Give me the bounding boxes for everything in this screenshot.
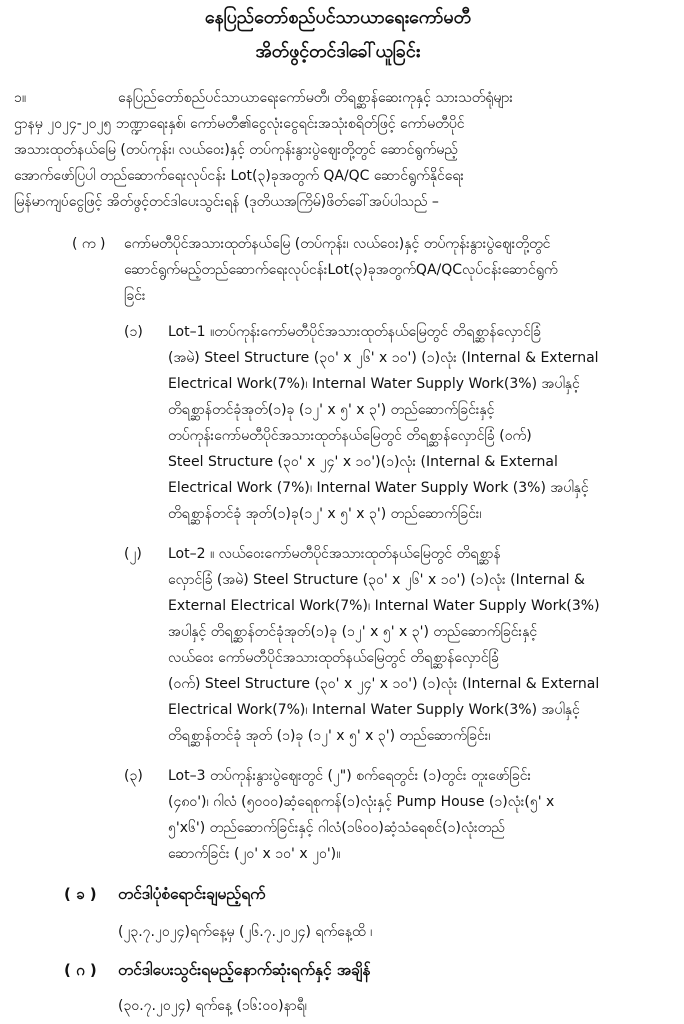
lot-1-line: တိရစ္ဆာန်တင်ခုံ အုတ်(၁)ခု(၁၂' x ၅' x ၃') တည်ဆောက်ခြင်း၊ — [168, 506, 482, 522]
lot-3-line: ဆောက်ခြင်း (၂၀' x ၁၀' x ၂၀')။ — [168, 846, 341, 862]
section-ga-heading: တင်ဒါပေးသွင်းရမည့်နောက်ဆုံးရက်နှင့် အချိန် — [118, 961, 371, 979]
lot-1-line: တိရစ္ဆာန်တင်ခုံအုတ်(၁)ခု (၁၂' x ၅' x ၃') တည်ဆောက်ခြင်းနှင့် — [168, 402, 495, 418]
section-ka-label: ( က ) — [72, 236, 106, 252]
lot-2-line: လှောင်ခြံ (အမဲ) Steel Structure (၃၀' x ၂၆' x ၁၀') (၁)လုံး (Internal & — [168, 572, 585, 588]
lot-1-line: Lot–1 ။တပ်ကုန်းကော်မတီပိုင်အသားထုတ်နယ်မြေတွင် တိရစ္ဆာန်လှောင်ခြံ — [168, 324, 541, 340]
lot-2-line: လယ်ဝေး ကော်မတီပိုင်အသားထုတ်နယ်မြေတွင် တိရစ္ဆာန်လှောင်ခြံ — [168, 650, 499, 666]
lot-2-line: Electrical Work(7%)၊ Internal Water Supply Work(3%) အပါနှင့် — [168, 702, 580, 718]
section-ka-line: ဆောင်ရွက်မည့်တည်ဆောက်ရေးလုပ်ငန်းLot(၃)ခုအတွက်QA/QCလုပ်ငန်းဆောင်ရွက် — [124, 262, 558, 278]
lot-2-label: (၂) — [124, 546, 142, 562]
intro-line: အောက်ဖော်ပြပါ တည်ဆောက်ရေးလုပ်ငန်း Lot(၃)ခုအတွက် QA/QC ဆောင်ရွက်နိုင်ရေး — [14, 168, 464, 184]
section-ka-line: ကော်မတီပိုင်အသားထုတ်နယ်မြေ (တပ်ကုန်း၊ လယ်ဝေး)နှင့် တပ်ကုန်းနွားပွဲဈေးတို့တွင် — [124, 236, 551, 252]
lot-3-line: (၄၈၀')၊ ဂါလံ (၅၀၀၀)ဆံ့ရေစုကန်(၁)လုံးနှင့် Pump House (၁)လုံး(၅' x — [168, 794, 555, 810]
section-ka-line: ခြင်း — [124, 288, 146, 304]
lot-1-line: Electrical Work (7%)၊ Internal Water Supply Work (3%) အပါနှင့် — [168, 480, 589, 496]
section-kha-label: ( ခ ) — [64, 885, 97, 903]
section-kha-detail: (၂၃.၇.၂၀၂၄)ရက်နေ့မှ (၂၆.၇.၂၀၂၄) ရက်နေ့ထိ ၊ — [118, 924, 373, 940]
intro-line: အသားထုတ်နယ်မြေ (တပ်ကုန်း၊ လယ်ဝေး)နှင့် တပ်ကုန်းနွားပွဲဈေးတို့တွင် ဆောင်ရွက်မည့် — [14, 142, 458, 158]
lot-1-line: (အမဲ) Steel Structure (၃၀' x ၂၆' x ၁၀') (၁)လုံး (Internal & External — [168, 350, 599, 366]
lot-1-line: Steel Structure (၃၀' x ၂၄' x ၁၀')(၁)လုံး (Internal & External — [168, 454, 558, 470]
lot-3-label: (၃) — [124, 768, 143, 784]
section-kha-heading: တင်ဒါပုံစံရောင်းချမည့်ရက် — [118, 885, 266, 903]
notice-subtitle: အိတ်ဖွင့်တင်ဒါခေါ်ယူခြင်း — [255, 41, 421, 62]
lot-2-line: Lot–2 ။ လယ်ဝေးကော်မတီပိုင်အသားထုတ်နယ်မြေတွင် တိရစ္ဆာန် — [168, 546, 501, 562]
lot-1-line: တပ်ကုန်းကော်မတီပိုင်အသားထုတ်နယ်မြေတွင် တိရစ္ဆာန်လှောင်ခြံ (ဝက်) — [168, 428, 532, 444]
lot-1-line: Electrical Work(7%)၊ Internal Water Supply Work(3%) အပါနှင့် — [168, 376, 580, 392]
section-ga-label: ( ဂ ) — [64, 961, 97, 979]
lot-1-label: (၁) — [124, 324, 143, 340]
lot-2-line: အပါနှင့် တိရစ္ဆာန်တင်ခုံအုတ်(၁)ခု (၁၂' x ၅' x ၃') တည်ဆောက်ခြင်းနှင့် — [168, 624, 538, 640]
notice-title: နေပြည်တော်စည်ပင်သာယာရေးကော်မတီ — [204, 7, 471, 28]
intro-number: ၁။ — [14, 90, 27, 106]
lot-3-line: ၅'x၆') တည်ဆောက်ခြင်းနှင့် ဂါလံ(၁၆၀၀)ဆံ့သံရေစင်(၁)လုံးတည် — [168, 820, 505, 836]
intro-line: ဌာနမှ ၂၀၂၄-၂၀၂၅ ဘဏ္ဍာရေးနှစ်၊ ကော်မတီ၏ငွေလုံးငွေရင်းအသုံးစရိတ်ဖြင့် ကော်မတီပိုင် — [14, 116, 465, 132]
lot-2-line: တိရစ္ဆာန်တင်ခုံ အုတ် (၁)ခု (၁၂' x ၅' x ၃') တည်ဆောက်ခြင်း၊ — [168, 728, 491, 744]
section-ga-detail: (၃၀.၇.၂၀၂၄) ရက်နေ့ (၁၆:၀၀)နာရီ၊ — [118, 998, 307, 1014]
intro-line: မြန်မာကျပ်ငွေဖြင့် အိတ်ဖွင့်တင်ဒါပေးသွင်းရန် (ဒုတိယအကြိမ်)ဖိတ်ခေါ်အပ်ပါသည် – — [14, 194, 439, 210]
intro-line: နေပြည်တော်စည်ပင်သာယာရေးကော်မတီ၊ တိရစ္ဆာန်ဆေးကုနှင့် သားသတ်ရုံများ — [118, 90, 513, 106]
lot-2-line: (ဝက်) Steel Structure (၃၀' x ၂၄' x ၁၀') (၁)လုံး (Internal & External — [168, 676, 600, 692]
lot-2-line: External Electrical Work(7%)၊ Internal Water Supply Work(3%) — [168, 598, 600, 614]
lot-3-line: Lot–3 တပ်ကုန်းနွားပွဲဈေးတွင် (၂") စက်ရေတွင်း (၁)တွင်း တူးဖော်ခြင်း — [168, 768, 532, 784]
